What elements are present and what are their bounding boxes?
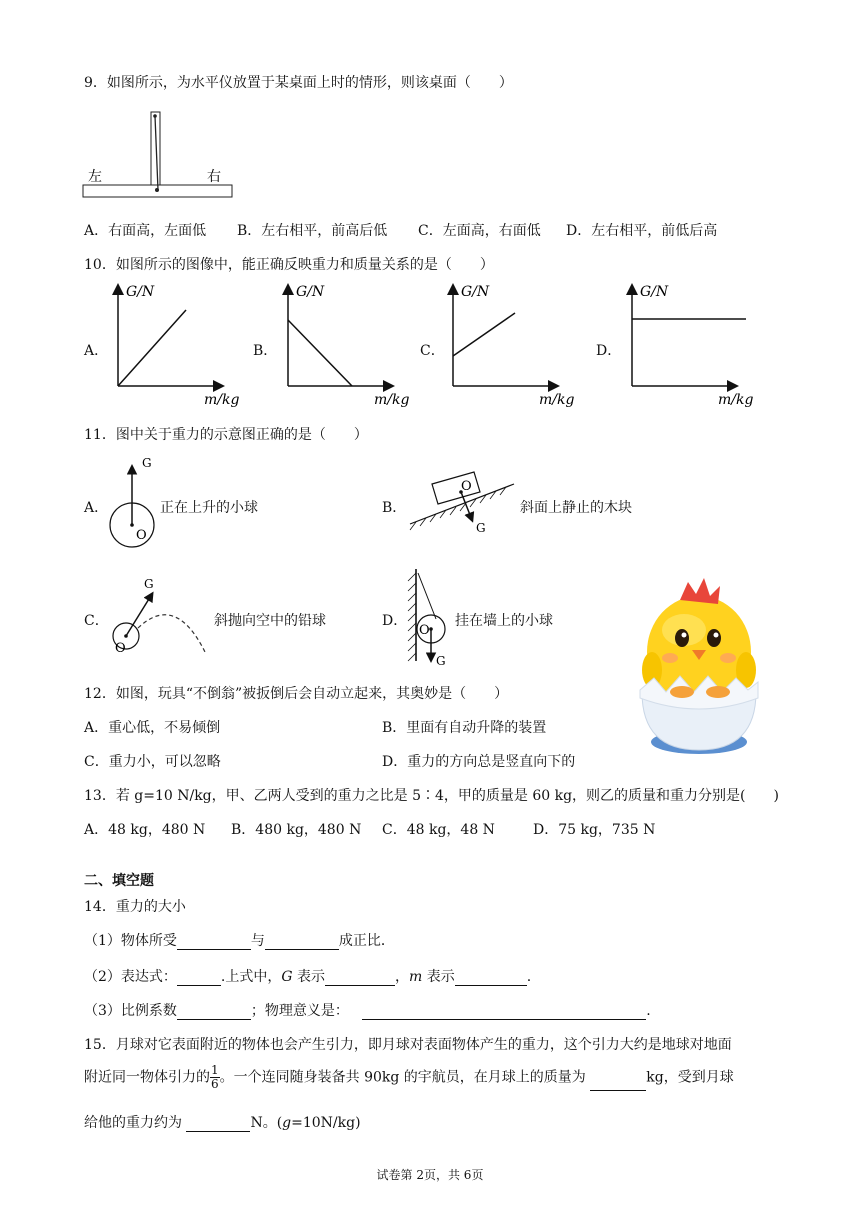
q11-option-b-label: B． (382, 500, 407, 516)
blank[interactable] (455, 971, 527, 986)
q15-line-2: 附近同一物体引力的 $\frac{1}{6}$ 。一个连同随身装备共 90kg 的宇航员，在月球上的质量为 kg，受到月球 (84, 1063, 734, 1091)
section-2-title: 二、填空题 (84, 873, 154, 889)
q13-stem: 13．若 g=10 N/kg，甲、乙两人受到的重力之比是 5∶4，甲的质量是 60 kg，则乙的质量和重力分别是( ) (84, 788, 779, 804)
q11-caption-a: 正在上升的小球 (160, 500, 258, 516)
svg-text:m/kg: m/kg (374, 392, 410, 408)
fraction-one-sixth: $\frac{1}{6}$ (211, 1063, 219, 1091)
q10-stem: 10．如图所示的图像中，能正确反映重力和质量关系的是（ ） (84, 257, 494, 273)
q11-caption-d: 挂在墙上的小球 (455, 613, 553, 629)
q13-option-b: B．480 kg，480 N (231, 822, 362, 838)
level-instrument-figure (82, 110, 234, 202)
svg-text:O: O (136, 528, 147, 543)
svg-text:G: G (436, 654, 446, 668)
svg-text:O: O (115, 641, 126, 656)
q10-graph-c-label: C． (420, 343, 445, 359)
q12-option-b: B．里面有自动升降的装置 (382, 720, 547, 736)
q10-graph-c (445, 280, 595, 410)
q11-caption-c: 斜抛向空中的铅球 (214, 613, 326, 629)
page-footer: 试卷第 2页，共 6页 (376, 1168, 484, 1182)
q10-graph-a-label: A． (84, 343, 109, 359)
q14-stem: 14．重力的大小 (84, 899, 186, 915)
svg-text:G/N: G/N (126, 284, 155, 300)
svg-text:O: O (419, 623, 430, 638)
q10-graph-b-label: B． (253, 343, 278, 359)
svg-text:G: G (476, 521, 486, 535)
svg-text:G/N: G/N (461, 284, 490, 300)
blank[interactable] (177, 971, 221, 986)
svg-text:G/N: G/N (296, 284, 325, 300)
q11-figure-c (106, 572, 216, 662)
svg-text:m/kg: m/kg (718, 392, 754, 408)
q12-option-a: A．重心低，不易倾倒 (84, 720, 221, 736)
q13-option-c: C．48 kg，48 N (382, 822, 495, 838)
blank[interactable] (186, 1117, 250, 1132)
q15-line-1: 15．月球对它表面附近的物体也会产生引力，即月球对表面物体产生的重力，这个引力大约是地球对地面 (84, 1037, 732, 1053)
q11-caption-b: 斜面上静止的木块 (520, 500, 632, 516)
q14-line-2: （2）表达式： .上式中，G 表示 ，m 表示 . (84, 969, 532, 985)
q9-option-d: D．左右相平，前低后高 (566, 223, 718, 239)
svg-text:m/kg: m/kg (204, 392, 240, 408)
q15-line-3: 给他的重力约为 N。(g=10N/kg) (84, 1115, 361, 1131)
fig-label-right: 右 (207, 169, 221, 185)
q12-option-d: D．重力的方向总是竖直向下的 (382, 754, 576, 770)
q10-graph-d (624, 280, 774, 410)
q14-line-1: （1）物体所受 与 成正比． (84, 933, 395, 949)
q11-option-d-label: D． (382, 613, 408, 629)
q12-stem: 12．如图，玩具“不倒翁”被扳倒后会自动立起来，其奥妙是（ ） (84, 686, 509, 702)
q11-figure-a (104, 455, 164, 555)
q10-graph-d-label: D． (596, 343, 622, 359)
q11-stem: 11．图中关于重力的示意图正确的是（ ） (84, 427, 368, 443)
blank[interactable] (177, 935, 251, 950)
blank[interactable] (362, 1005, 646, 1020)
svg-text:G/N: G/N (640, 284, 669, 300)
q9-option-c: C．左面高，右面低 (418, 223, 541, 239)
svg-text:G: G (144, 577, 154, 591)
q11-figure-b (406, 470, 516, 540)
tumbler-toy-image (632, 574, 766, 756)
q9-stem: 9．如图所示，为水平仪放置于某桌面上时的情形，则该桌面（ ） (84, 75, 513, 91)
q9-option-b: B．左右相平，前高后低 (237, 223, 388, 239)
blank[interactable] (590, 1076, 646, 1091)
blank[interactable] (265, 935, 339, 950)
q14-line-3: （3）比例系数 ；物理意义是： . (84, 1003, 651, 1019)
blank[interactable] (177, 1005, 251, 1020)
q9-option-a: A．右面高，左面低 (84, 223, 207, 239)
q10-graph-a (110, 280, 260, 410)
q13-option-d: D．75 kg，735 N (533, 822, 656, 838)
svg-text:O: O (461, 479, 472, 494)
q11-option-c-label: C． (84, 613, 109, 629)
svg-text:G: G (142, 456, 152, 470)
blank[interactable] (325, 971, 395, 986)
svg-text:m/kg: m/kg (539, 392, 575, 408)
q11-option-a-label: A． (84, 500, 109, 516)
q13-option-a: A．48 kg，480 N (84, 822, 206, 838)
q12-option-c: C．重力小，可以忽略 (84, 754, 221, 770)
fig-label-left: 左 (88, 169, 102, 185)
q10-graph-b (280, 280, 430, 410)
